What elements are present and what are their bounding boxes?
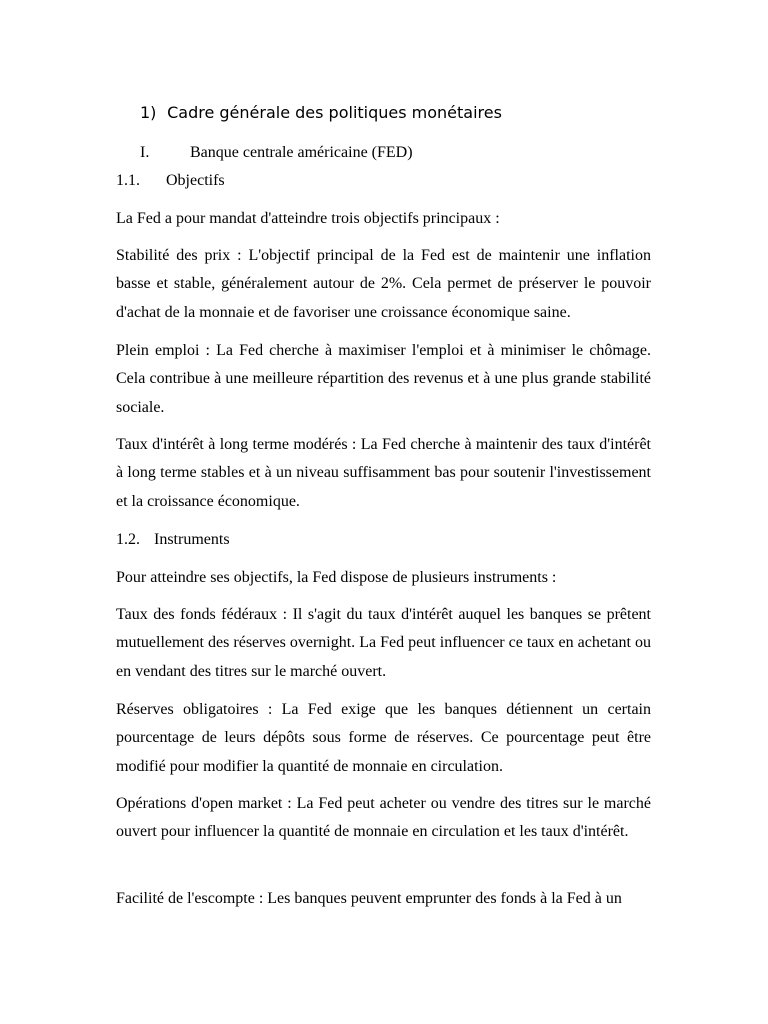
- objectifs-intro: La Fed a pour mandat d'atteindre trois objectifs principaux :: [116, 210, 500, 227]
- instruments-intro: Pour atteindre ses objectifs, la Fed dispose de plusieurs instruments :: [116, 569, 557, 586]
- instruments-heading: [116, 528, 230, 552]
- section-number: 1): [140, 103, 157, 122]
- instrument-open-market: Opérations d'open market : La Fed peut acheter ou vendre des titres sur le marché ouvert pour influencer la quantité de monnaie en circulation et les taux d'intérêt.: [116, 795, 651, 841]
- part-number: I.: [140, 144, 150, 161]
- objectif-taux-long-terme: Taux d'intérêt à long terme modérés : La Fed cherche à maintenir des taux d'intérêt à long terme stables et à un niveau suffisamment bas pour soutenir l'investissement et la croissance économique.: [116, 436, 651, 510]
- instruments-title: Instruments: [154, 531, 230, 548]
- objectifs-heading: [116, 169, 225, 193]
- section-title: Cadre générale des politiques monétaires: [167, 103, 502, 122]
- objectif-plein-emploi: Plein emploi : La Fed cherche à maximiser l'emploi et à minimiser le chômage. Cela contribue à une meilleure répartition des revenus et à une plus grande stabilité sociale.: [116, 342, 651, 416]
- instrument-facilite-escompte: Facilité de l'escompte : Les banques peuvent emprunter des fonds à la Fed à un: [116, 890, 622, 907]
- objectifs-number: 1.1.: [116, 172, 140, 189]
- objectif-stabilite-prix: Stabilité des prix : L'objectif principal de la Fed est de maintenir une inflation basse et stable, généralement autour de 2%. Cela permet de préserver le pouvoir d'achat de la monnaie et de favoriser une croissance économique saine.: [116, 247, 651, 321]
- objectifs-title: Objectifs: [166, 172, 225, 189]
- part-title: Banque centrale américaine (FED): [190, 144, 413, 161]
- part-heading: [140, 141, 413, 165]
- section-heading: [140, 101, 502, 125]
- instruments-number: 1.2.: [116, 531, 140, 548]
- instrument-reserves-obligatoires: Réserves obligatoires : La Fed exige que les banques détiennent un certain pourcentage de leurs dépôts sous forme de réserves. Ce pourcentage peut être modifié pour modifier la quantité de monnaie en circulation.: [116, 701, 651, 775]
- instrument-taux-fonds-federaux: Taux des fonds fédéraux : Il s'agit du taux d'intérêt auquel les banques se prêtent mutuellement des réserves overnight. La Fed peut influencer ce taux en achetant ou en vendant des titres sur le marché ouvert.: [116, 606, 651, 680]
